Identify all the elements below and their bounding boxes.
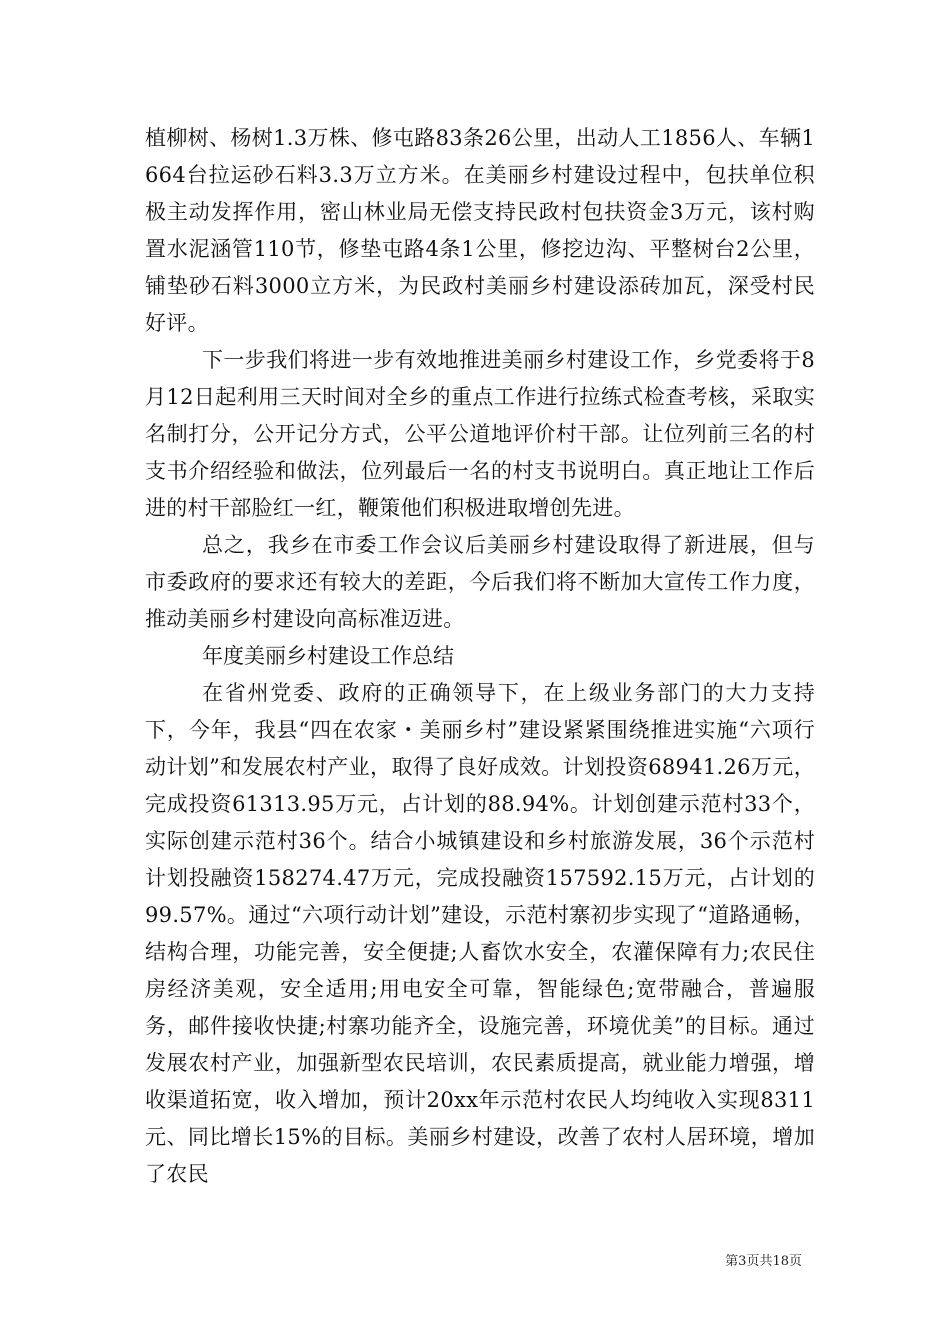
paragraph-next-steps: 下一步我们将进一步有效地推进美丽乡村建设工作，乡党委将于8月12日起利用三天时间对全乡的重点工作进行拉练式检查考核，采取实名制打分，公开记分方式，公平公道地评价村干部。让位列前三名的村支书介绍经验和做法，位列最后一名的村支书说明白。真正地让工作后进的村干部脸红一红，鞭策他们积极进取增创先进。 [145,348,815,520]
paragraph-summary: 总之，我乡在市委工作会议后美丽乡村建设取得了新进展，但与市委政府的要求还有较大的差距，今后我们将不断加大宣传工作力度，推动美丽乡村建设向高标准迈进。 [145,533,815,631]
section-title: 年度美丽乡村建设工作总结 [202,644,454,668]
document-body [145,120,815,1193]
paragraph-annual-report: 在省州党委、政府的正确领导下，在上级业务部门的大力支持下，今年，我县“四在农家・美丽乡村”建设紧紧围绕推进实施“六项行动计划”和发展农村产业，取得了良好成效。计划投资68941.26万元，完成投资61313.95万元，占计划的88.94%。计划创建示范村33个，实际创建示范村36个。结合小城镇建设和乡村旅游发展，36个示范村计划投融资158274.47万元，完成投融资157592.15万元，占计划的99.57%。通过“六项行动计划”建设，示范村寨初步实现了“道路通畅，结构合理，功能完善，安全便捷;人畜饮水安全，农灌保障有力;农民住房经济美观，安全适用;用电安全可靠，智能绿色;宽带融合，普遍服务，邮件接收快捷;村寨功能齐全，设施完善，环境优美”的目标。通过发展农村产业，加强新型农民培训，农民素质提高，就业能力增强，增收渠道拓宽，收入增加，预计20xx年示范村农民人均纯收入实现8311元、同比增长15%的目标。美丽乡村建设，改善了农村人居环境，增加了农民 [145,681,815,1186]
page-number: 第3页共18页 [725,1254,802,1269]
paragraph-continuation: 植柳树、杨树1.3万株、修屯路83条26公里，出动人工1856人、车辆1664台拉运砂石料3.3万立方米。在美丽乡村建设过程中，包扶单位积极主动发挥作用，密山林业局无偿支持民政村包扶资金3万元，该村购置水泥涵管110节，修垫屯路4条1公里，修挖边沟、平整树台2公里，铺垫砂石料3000立方米，为民政村美丽乡村建设添砖加瓦，深受村民好评。 [145,126,815,335]
